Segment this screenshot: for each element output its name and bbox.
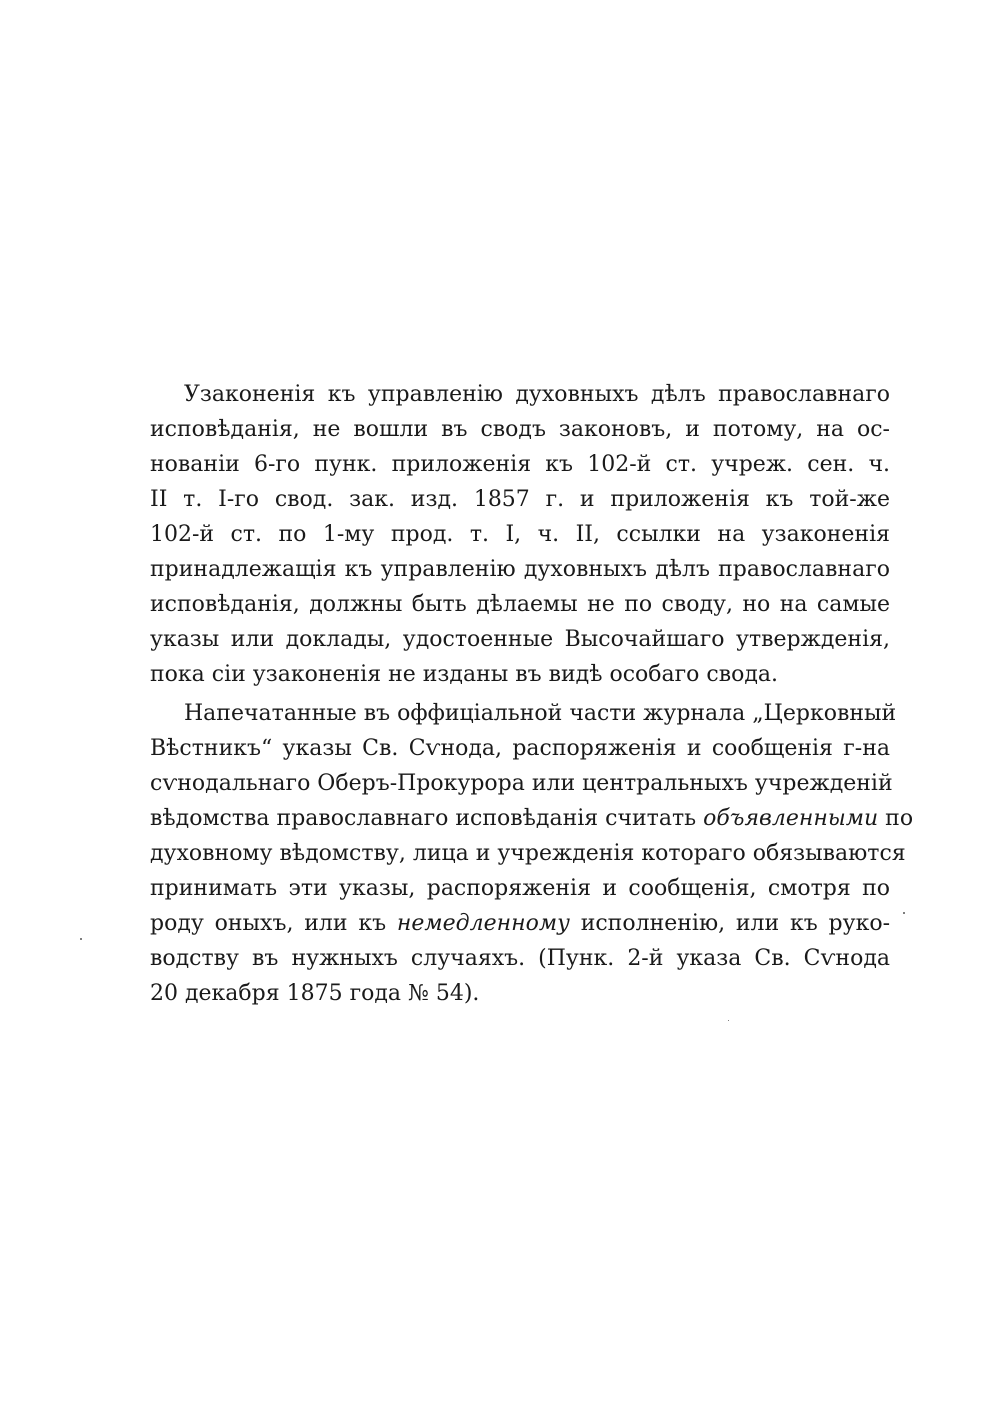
text-run: исполненію, или къ руко-: [569, 911, 891, 936]
text-line: нованіи 6-го пунк. приложенія къ 102-й ст. учреж. сен. ч.: [150, 452, 890, 477]
scan-speck: [903, 912, 905, 914]
text-run: вѣдомства православнаго исповѣданія считать: [150, 806, 704, 831]
text-line: принадлежащія къ управленію духовныхъ дѣлъ православнаго: [150, 557, 890, 582]
text-line: Вѣстникъ“ указы Св. Сѵнода, распоряженія и сообщенія г-на: [150, 736, 890, 761]
text-line: сѵнодальнаго Оберъ-Прокурора или центральныхъ учрежденій: [150, 771, 893, 796]
text-line: принимать эти указы, распоряженія и сообщенія, смотря по: [150, 876, 890, 901]
text-line: водству въ нужныхъ случаяхъ. (Пунк. 2-й указа Св. Сѵнода: [150, 946, 890, 971]
text-line: 20 декабря 1875 года № 54).: [150, 981, 480, 1006]
paragraph-2: [150, 696, 914, 1011]
text-line: указы или доклады, удостоенные Высочайшаго утвержденія,: [150, 627, 890, 652]
text-line: 102-й ст. по 1-му прод. т. I, ч. II, ссылки на узаконенія: [150, 522, 890, 547]
italic-term: немедленному: [396, 911, 570, 936]
text-line: исповѣданія, не вошли въ сводъ законовъ, и потому, на ос-: [150, 417, 890, 442]
text-line: исповѣданія, должны быть дѣлаемы не по своду, но на самые: [150, 592, 890, 617]
text-line: Узаконенія къ управленію духовныхъ дѣлъ православнаго: [184, 382, 890, 407]
text-line: Напечатанные въ оффиціальной части журнала „Церковный: [184, 701, 897, 726]
text-run: роду оныхъ, или къ: [150, 911, 397, 936]
scan-speck: [728, 1020, 729, 1021]
text-line: II т. I-го свод. зак. изд. 1857 г. и приложенія къ той-же: [150, 487, 890, 512]
scan-speck: [80, 938, 82, 940]
text-line: [150, 906, 890, 941]
text-line: духовному вѣдомству, лица и учрежденія котораго обязываются: [150, 841, 906, 866]
text-body: [150, 377, 914, 1011]
text-line: [150, 801, 914, 836]
paragraph-1: [150, 377, 890, 692]
text-line: пока сіи узаконенія не изданы въ видѣ особаго свода.: [150, 662, 779, 687]
text-run: по: [878, 806, 914, 831]
italic-term: объявленными: [703, 806, 879, 831]
